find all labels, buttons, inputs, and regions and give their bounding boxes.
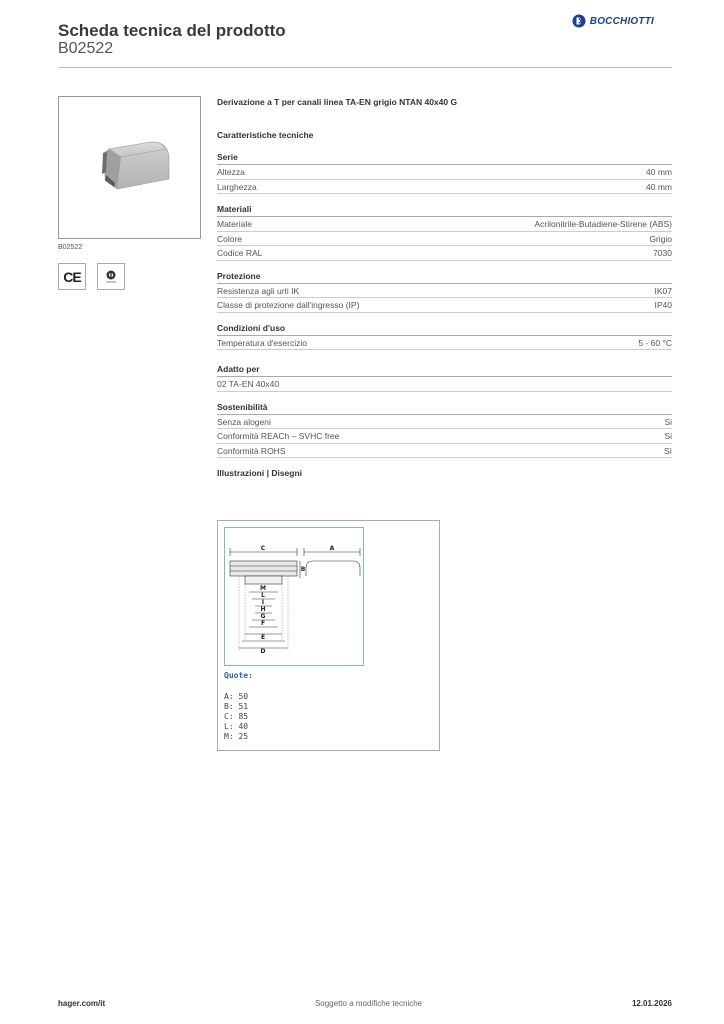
dimension-label: A [329, 545, 335, 552]
group-title: Condizioni d'uso [217, 323, 672, 336]
quote-list [224, 692, 248, 742]
illustrations-title: Illustrazioni | Disegni [217, 468, 303, 478]
spec-group-condizioni [217, 323, 672, 351]
quote-item: B: 51 [224, 702, 249, 711]
brand-name: BOCCHIOTTI [589, 15, 654, 27]
spec-label: Classe di protezione dall'ingresso (IP) [217, 300, 360, 310]
spec-row [217, 232, 672, 247]
spec-value: IK07 [654, 285, 672, 296]
spec-value: Acrilonitrile-Butadiene-Stirene (ABS) [534, 219, 672, 229]
dimension-label: E [260, 634, 266, 641]
quote-item: M: 25 [224, 732, 249, 741]
specs-title: Caratteristiche tecniche [217, 130, 314, 140]
technical-drawing-icon [225, 528, 363, 665]
dimension-label: H [260, 606, 266, 613]
imq-mark-icon [101, 267, 121, 287]
spec-value: Si [664, 416, 672, 427]
spec-label: Larghezza [217, 181, 257, 192]
group-title: Sostenibilità [217, 402, 672, 415]
spec-label: Senza alogeni [217, 416, 271, 427]
quote-item: C: 85 [224, 712, 249, 721]
spec-row [217, 180, 672, 195]
dimension-label: D [260, 648, 266, 655]
spec-label: Colore [217, 233, 243, 244]
spec-row [217, 415, 672, 430]
quote-title: Quote: [224, 671, 253, 680]
spec-value: 5 - 60 °C [638, 337, 672, 348]
spec-row [217, 165, 672, 180]
dimension-label: G [260, 613, 266, 620]
brand-logo [572, 14, 654, 28]
dimension-label: F [260, 620, 266, 627]
spec-row [217, 284, 672, 299]
footer-website-link[interactable]: hager.com/it [58, 999, 106, 1008]
suitable-item: 02 TA-EN 40x40 [217, 379, 280, 389]
dimension-label: C [260, 545, 266, 552]
spec-value: 40 mm [646, 167, 672, 177]
spec-value: Si [664, 431, 672, 441]
spec-label: Altezza [217, 167, 245, 177]
spec-label: Codice RAL [217, 248, 263, 258]
sustainability-group [217, 402, 672, 459]
spec-label: Conformità ROHS [217, 445, 286, 456]
spec-value: 40 mm [646, 181, 672, 192]
dimension-label: I [261, 599, 265, 606]
spec-row [217, 429, 672, 444]
group-title: Serie [217, 152, 672, 165]
product-code-label: B02522 [58, 244, 83, 251]
spec-group-serie [217, 152, 672, 194]
group-title: Materiali [217, 204, 672, 217]
spec-label: Temperatura d'esercizio [217, 337, 307, 348]
dimension-label: M [260, 585, 266, 592]
spec-content [217, 97, 672, 478]
footer-notice: Soggetto a modifiche tecniche [314, 999, 423, 1008]
imq-certification [97, 263, 125, 290]
group-title: Protezione [217, 271, 672, 284]
spec-row [217, 246, 672, 261]
suitable-group [217, 364, 672, 392]
dimension-label: L [261, 592, 265, 599]
illustration-frame [217, 520, 440, 751]
quote-item: L: 40 [224, 722, 249, 731]
product-image [58, 96, 201, 239]
spec-label: Materiale [217, 219, 252, 229]
spec-label: Conformità REACh – SVHC free [217, 431, 340, 441]
spec-row [217, 444, 672, 459]
spec-value: IP40 [654, 300, 672, 310]
footer-date: 12.01.2026 [631, 999, 672, 1008]
spec-value: Grigio [649, 233, 672, 244]
dimension-label: B [300, 566, 306, 573]
suitable-row [217, 377, 672, 392]
page-footer [58, 999, 672, 1008]
technical-drawing [224, 527, 364, 666]
spec-label: Resistenza agli urti IK [217, 285, 300, 296]
spec-row [217, 217, 672, 232]
product-photo-icon [59, 97, 200, 238]
ce-certification [58, 263, 86, 290]
product-name: Derivazione a T per canali linea TA-EN grigio NTAN 40x40 G [217, 97, 458, 107]
spec-row [217, 298, 672, 313]
spec-row [217, 336, 672, 351]
spec-group-materiali [217, 204, 672, 261]
page-title: Scheda tecnica del prodotto [58, 21, 286, 40]
bocchiotti-logo-icon [572, 14, 586, 28]
ce-mark: CE [63, 268, 81, 285]
spec-group-protezione [217, 271, 672, 313]
header-divider [58, 67, 672, 68]
product-code-heading: B02522 [58, 40, 114, 57]
spec-value: Sì [663, 445, 672, 456]
spec-value: 7030 [653, 248, 672, 258]
quote-item: A: 50 [224, 692, 249, 701]
group-title: Adatto per [217, 364, 672, 377]
